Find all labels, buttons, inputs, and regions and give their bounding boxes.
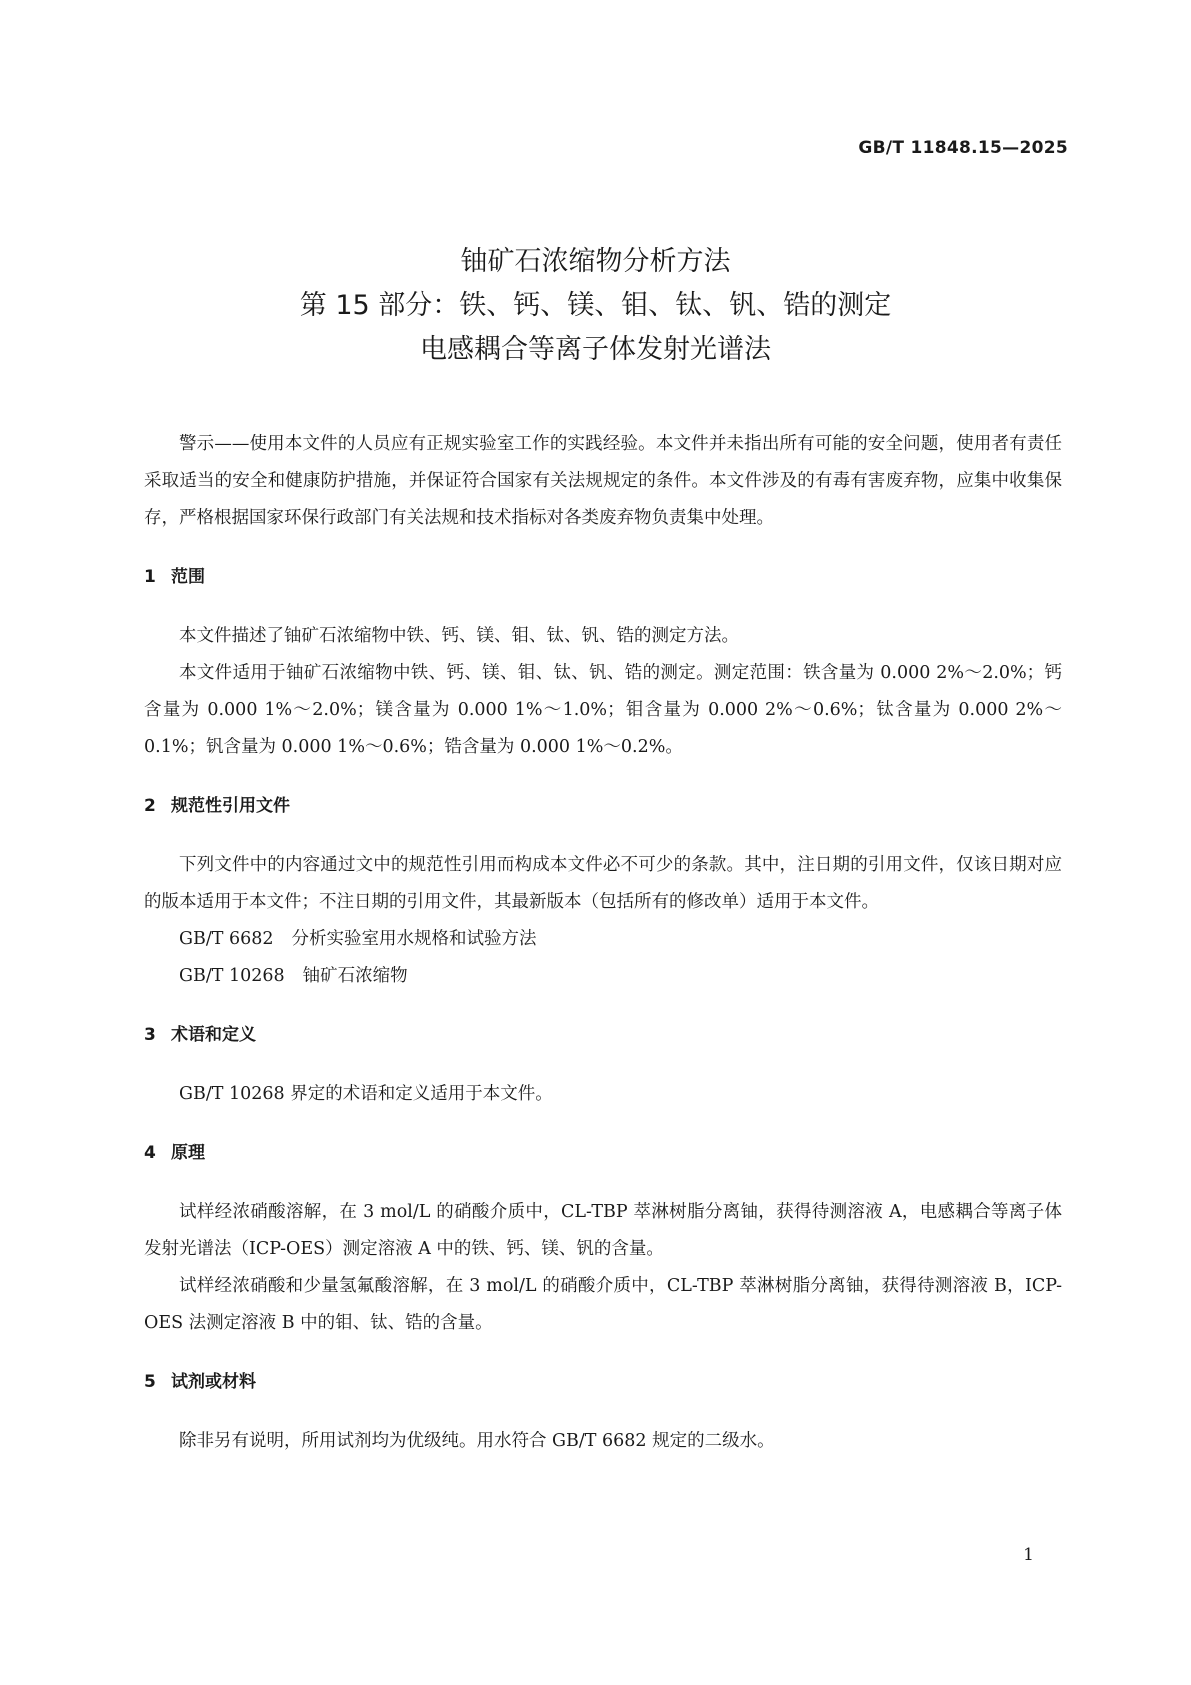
reference-code: GB/T 10268 [179, 966, 285, 986]
section-heading-terms [144, 1017, 1062, 1054]
section-title: 原理 [171, 1143, 205, 1163]
section-number: 2 [144, 796, 156, 816]
reference-title: 铀矿石浓缩物 [302, 966, 408, 986]
standard-code: GB/T 11848.15—2025 [858, 138, 1068, 158]
section-number: 4 [144, 1143, 156, 1163]
document-title [0, 240, 1191, 372]
warning-paragraph: 警示——使用本文件的人员应有正规实验室工作的实践经验。本文件并未指出所有可能的安全问题，使用者有责任采取适当的安全和健康防护措施，并保证符合国家有关法规规定的条件。本文件涉及的有毒有害废弃物，应集中收集保存，严格根据国家环保行政部门有关法规和技术指标对各类废弃物负责集中处理。 [144, 434, 1062, 528]
section-title: 试剂或材料 [171, 1372, 256, 1392]
section-title: 范围 [171, 567, 205, 587]
section-number: 5 [144, 1372, 156, 1392]
reagents-paragraph: 除非另有说明，所用试剂均为优级纯。用水符合 GB/T 6682 规定的二级水。 [179, 1431, 775, 1451]
section-heading-scope [144, 559, 1062, 596]
title-line-1: 铀矿石浓缩物分析方法 [460, 246, 731, 277]
principle-paragraph-1: 试样经浓硝酸溶解，在 3 mol/L 的硝酸介质中，CL-TBP 萃淋树脂分离铀，获得待测溶液 A，电感耦合等离子体发射光谱法（ICP-OES）测定溶液 A 中的铁、钙、镁、钒的含量。 [144, 1202, 1062, 1259]
section-number: 3 [144, 1025, 156, 1045]
principle-paragraph-2: 试样经浓硝酸和少量氢氟酸溶解，在 3 mol/L 的硝酸介质中，CL-TBP 萃淋树脂分离铀，获得待测溶液 B，ICP-OES 法测定溶液 B 中的钼、钛、锆的含量。 [144, 1276, 1062, 1333]
title-line-3: 电感耦合等离子体发射光谱法 [420, 334, 771, 365]
normative-paragraph: 下列文件中的内容通过文中的规范性引用而构成本文件必不可少的条款。其中，注日期的引用文件，仅该日期对应的版本适用于本文件；不注日期的引用文件，其最新版本（包括所有的修改单）适用于本文件。 [144, 855, 1062, 912]
section-title: 规范性引用文件 [171, 796, 290, 816]
reference-item [144, 921, 1062, 958]
title-line-2: 第 15 部分：铁、钙、镁、钼、钛、钒、锆的测定 [299, 290, 892, 321]
section-number: 1 [144, 567, 156, 587]
scope-paragraph-1: 本文件描述了铀矿石浓缩物中铁、钙、镁、钼、钛、钒、锆的测定方法。 [179, 626, 739, 646]
document-body [144, 426, 1062, 1460]
section-heading-normative [144, 788, 1062, 825]
reference-title: 分析实验室用水规格和试验方法 [291, 929, 537, 949]
scope-paragraph-2: 本文件适用于铀矿石浓缩物中铁、钙、镁、钼、钛、钒、锆的测定。测定范围：铁含量为 0.000 2%～2.0%；钙含量为 0.000 1%～2.0%；镁含量为 0.000 1%～1.0%；钼含量为 0.000 2%～0.6%；钛含量为 0.000 2%～0.1%；钒含量为 0.000 1%～0.6%；锆含量为 0.000 1%～0.2%。 [144, 663, 1062, 757]
section-heading-principle [144, 1135, 1062, 1172]
reference-item [144, 958, 1062, 995]
page-number: 1 [1023, 1545, 1034, 1565]
section-title: 术语和定义 [171, 1025, 256, 1045]
section-heading-reagents [144, 1364, 1062, 1401]
terms-paragraph: GB/T 10268 界定的术语和定义适用于本文件。 [179, 1084, 553, 1104]
reference-code: GB/T 6682 [179, 929, 274, 949]
